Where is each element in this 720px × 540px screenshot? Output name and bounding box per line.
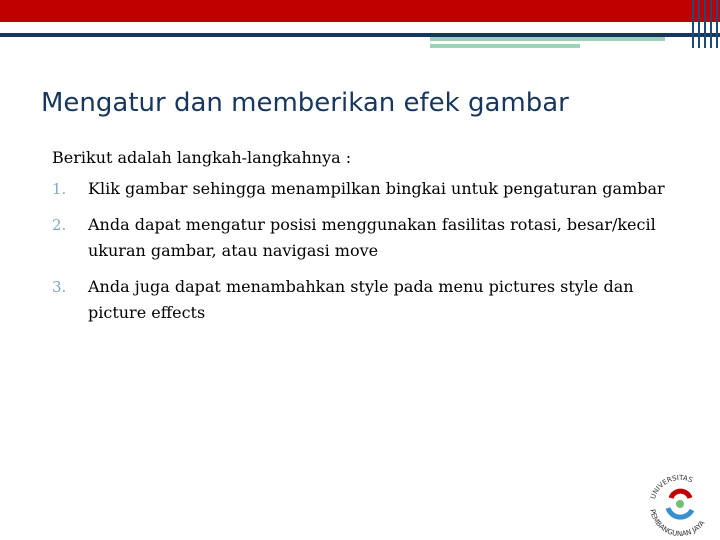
list-item xyxy=(52,212,692,264)
step-number: 2. xyxy=(52,216,67,234)
step-text: Klik gambar sehingga menampilkan bingkai untuk pengaturan gambar xyxy=(88,179,665,198)
header-decoration xyxy=(0,22,720,52)
logo-text-bottom: PEMBANGUNAN JAYA xyxy=(648,508,707,538)
header-green-line-short xyxy=(430,44,580,48)
step-number: 1. xyxy=(52,180,67,198)
logo-center-dot xyxy=(676,500,684,508)
step-number: 3. xyxy=(52,278,67,296)
slide-title: Mengatur dan memberikan efek gambar xyxy=(41,88,569,118)
step-text: Anda dapat mengatur posisi menggunakan fasilitas rotasi, besar/kecil ukuran gambar, atau navigasi move xyxy=(88,215,656,260)
university-logo xyxy=(644,466,716,538)
logo-blue-arc xyxy=(668,508,692,517)
logo-red-arc xyxy=(671,491,690,498)
header-green-line xyxy=(430,37,665,41)
slide-intro: Berikut adalah langkah-langkahnya : xyxy=(52,148,352,167)
header-bar xyxy=(0,0,720,22)
steps-list xyxy=(52,176,692,336)
logo-text-top: UNIVERSITAS xyxy=(649,473,694,501)
corner-stripes xyxy=(690,0,720,48)
step-text: Anda juga dapat menambahkan style pada menu pictures style dan picture effects xyxy=(88,277,634,322)
list-item xyxy=(52,274,692,326)
list-item xyxy=(52,176,692,202)
